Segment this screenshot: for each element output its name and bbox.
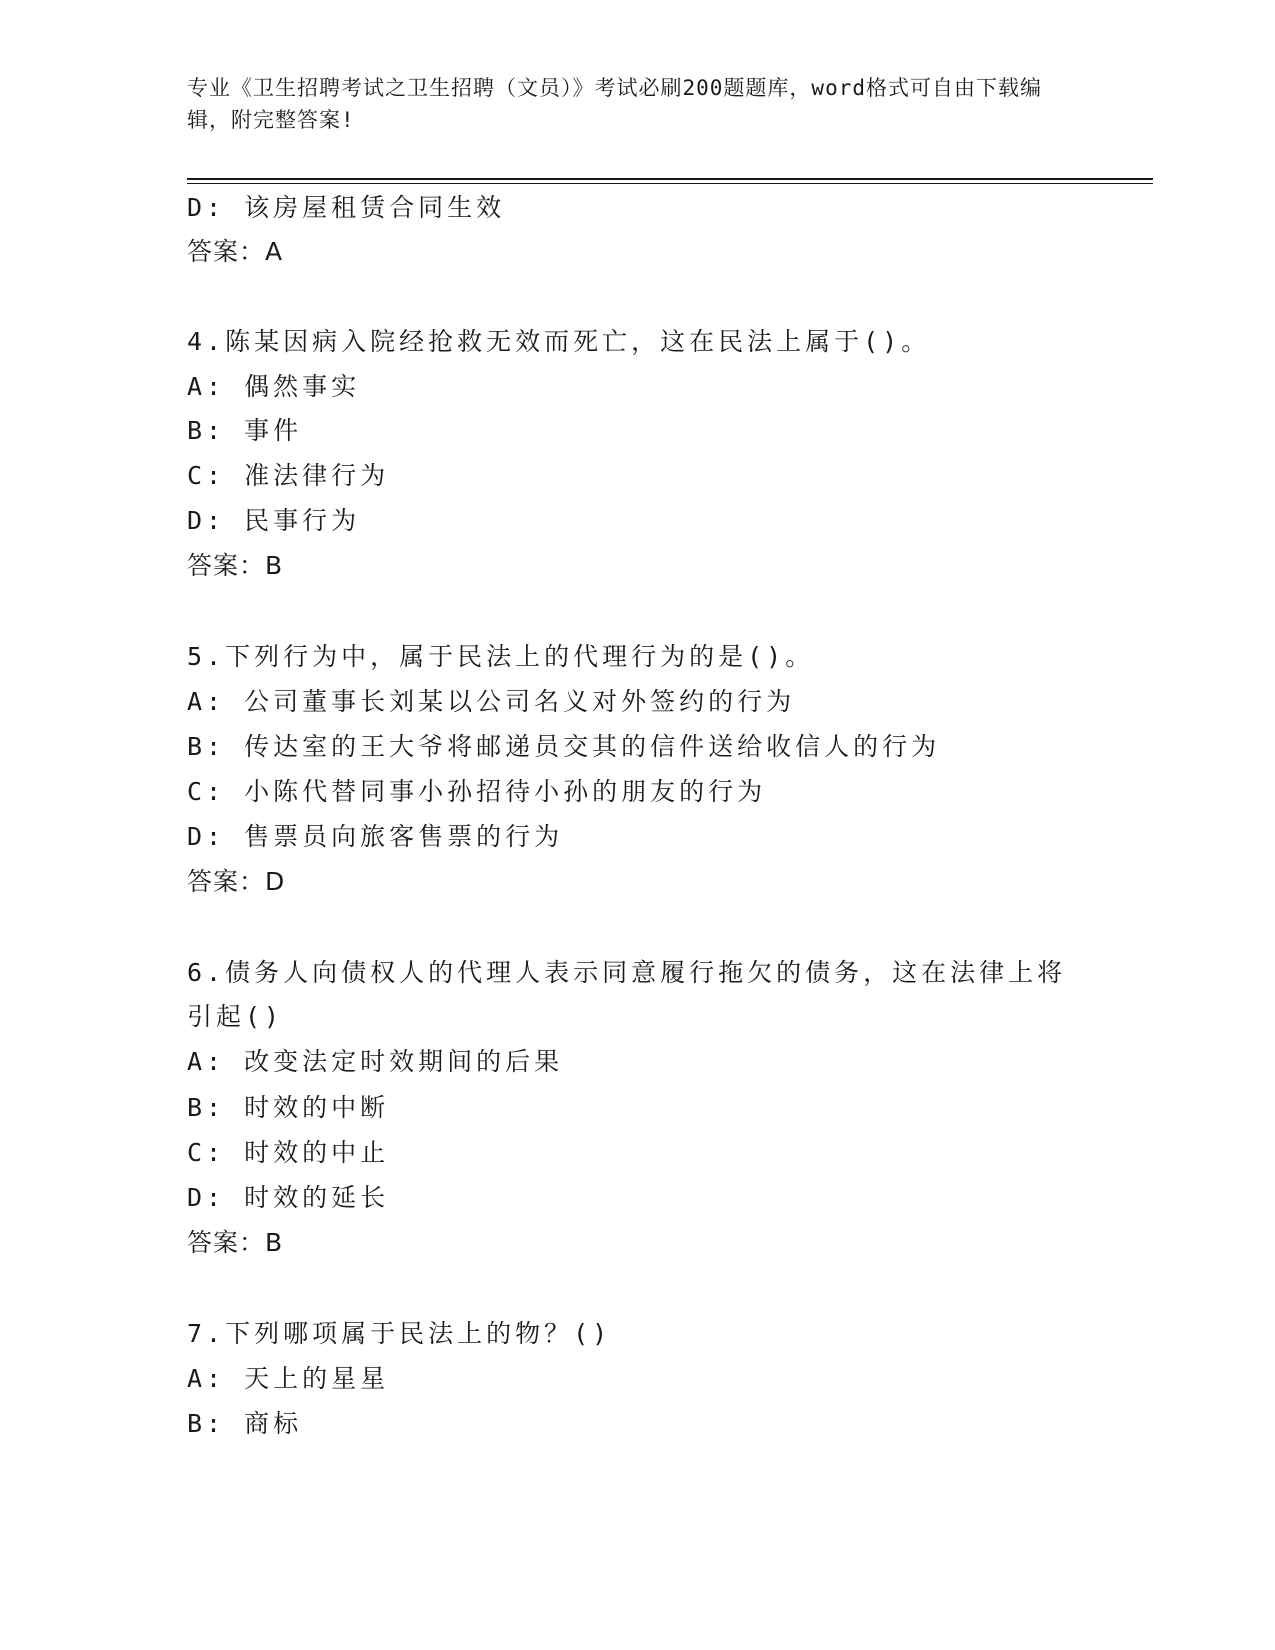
q3-option-d: D: 该房屋租赁合同生效 bbox=[187, 193, 506, 222]
q7-option-b: B: 商标 bbox=[187, 1409, 303, 1438]
q4-option-d: D: 民事行为 bbox=[187, 506, 361, 535]
q6-option-d: D: 时效的延长 bbox=[187, 1183, 390, 1212]
document-header: 专业《卫生招聘考试之卫生招聘（文员）》考试必刷200题题库，word格式可自由下载编辑，附完整答案! bbox=[187, 76, 1042, 132]
q5-option-d: D: 售票员向旅客售票的行为 bbox=[187, 822, 564, 851]
q4-option-a: A: 偶然事实 bbox=[187, 372, 361, 401]
q7-stem: 7.下列哪项属于民法上的物？() bbox=[187, 1319, 612, 1348]
q6-option-b: B: 时效的中断 bbox=[187, 1093, 390, 1122]
q5-stem: 5.下列行为中，属于民法上的代理行为的是()。 bbox=[187, 642, 815, 671]
header-divider-thick bbox=[187, 178, 1153, 180]
q6-stem: 6.债务人向债权人的代理人表示同意履行拖欠的债务，这在法律上将引起() bbox=[187, 958, 1067, 1031]
q7-option-a: A: 天上的星星 bbox=[187, 1364, 390, 1393]
q3-answer: 答案：A bbox=[187, 237, 284, 266]
q4-answer: 答案：B bbox=[187, 551, 284, 580]
q4-option-c: C: 准法律行为 bbox=[187, 461, 390, 490]
q6-option-a: A: 改变法定时效期间的后果 bbox=[187, 1047, 564, 1076]
q5-option-c: C: 小陈代替同事小孙招待小孙的朋友的行为 bbox=[187, 777, 767, 806]
header-divider-thin bbox=[187, 183, 1153, 184]
q5-answer: 答案：D bbox=[187, 867, 286, 896]
q5-option-a: A: 公司董事长刘某以公司名义对外签约的行为 bbox=[187, 687, 796, 716]
q4-stem: 4.陈某因病入院经抢救无效而死亡，这在民法上属于()。 bbox=[187, 327, 931, 356]
q5-option-b: B: 传达室的王大爷将邮递员交其的信件送给收信人的行为 bbox=[187, 732, 941, 761]
q6-option-c: C: 时效的中止 bbox=[187, 1138, 390, 1167]
q4-option-b: B: 事件 bbox=[187, 416, 303, 445]
q6-answer: 答案：B bbox=[187, 1228, 284, 1257]
